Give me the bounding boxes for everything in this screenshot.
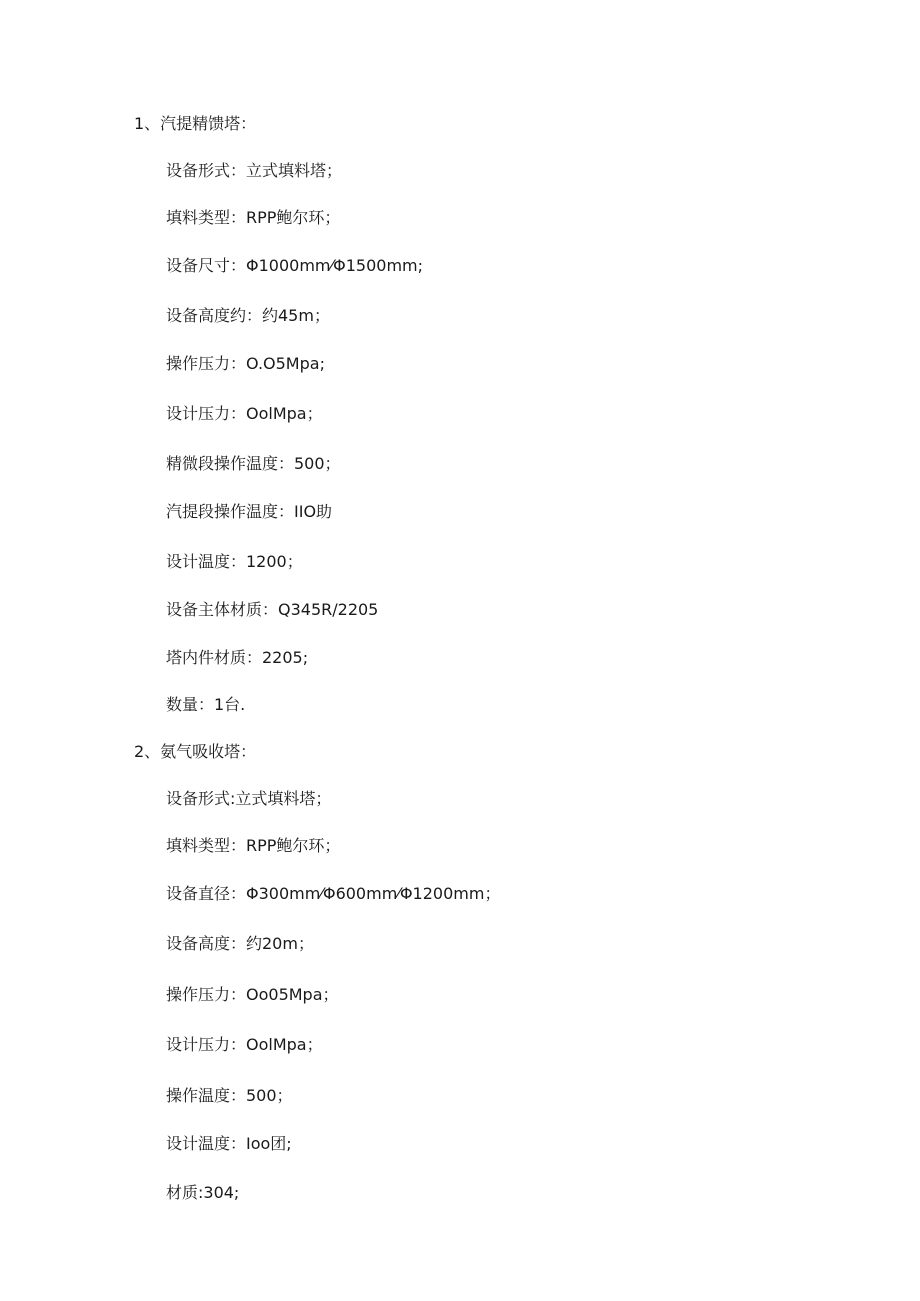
- spec-item: 设计压力：OolMpa；: [166, 1035, 323, 1054]
- spec-item: 操作温度：500；: [166, 1086, 293, 1105]
- spec-item: 设备主体材质：Q345R/2205: [166, 600, 379, 619]
- spec-item: 设备形式：立式填料塔；: [166, 161, 343, 180]
- spec-item: 设备尺寸：Φ1000mm⁄Φ1500mm;: [166, 256, 424, 275]
- spec-item: 设计压力：OolMpa；: [166, 404, 323, 423]
- spec-item: 设备形式:立式填料塔；: [166, 789, 332, 808]
- spec-item: 设计温度：Ioo团;: [166, 1134, 292, 1153]
- spec-item: 材质:304;: [166, 1183, 240, 1202]
- spec-item: 数量：1台.: [166, 695, 246, 714]
- spec-item: 汽提段操作温度：IIO助: [166, 502, 333, 521]
- spec-item: 设计温度：1200；: [166, 552, 303, 571]
- spec-item: 操作压力：Oo05Mpa；: [166, 985, 339, 1004]
- section-heading-2: 2、氨气吸收塔：: [134, 742, 257, 761]
- spec-item: 塔内件材质：2205;: [166, 648, 309, 667]
- spec-item: 设备直径：Φ300mm⁄Φ600mm⁄Φ1200mm；: [166, 884, 501, 903]
- spec-item: 操作压力：O.O5Mpa;: [166, 354, 325, 373]
- section-heading-1: 1、汽提精馈塔：: [134, 114, 257, 133]
- spec-item: 填料类型：RPP鲍尔环；: [166, 208, 341, 227]
- spec-item: 精微段操作温度：500；: [166, 454, 341, 473]
- spec-item: 设备高度：约20m；: [166, 934, 314, 953]
- spec-item: 设备高度约：约45m；: [166, 306, 330, 325]
- spec-item: 填料类型：RPP鲍尔环；: [166, 836, 341, 855]
